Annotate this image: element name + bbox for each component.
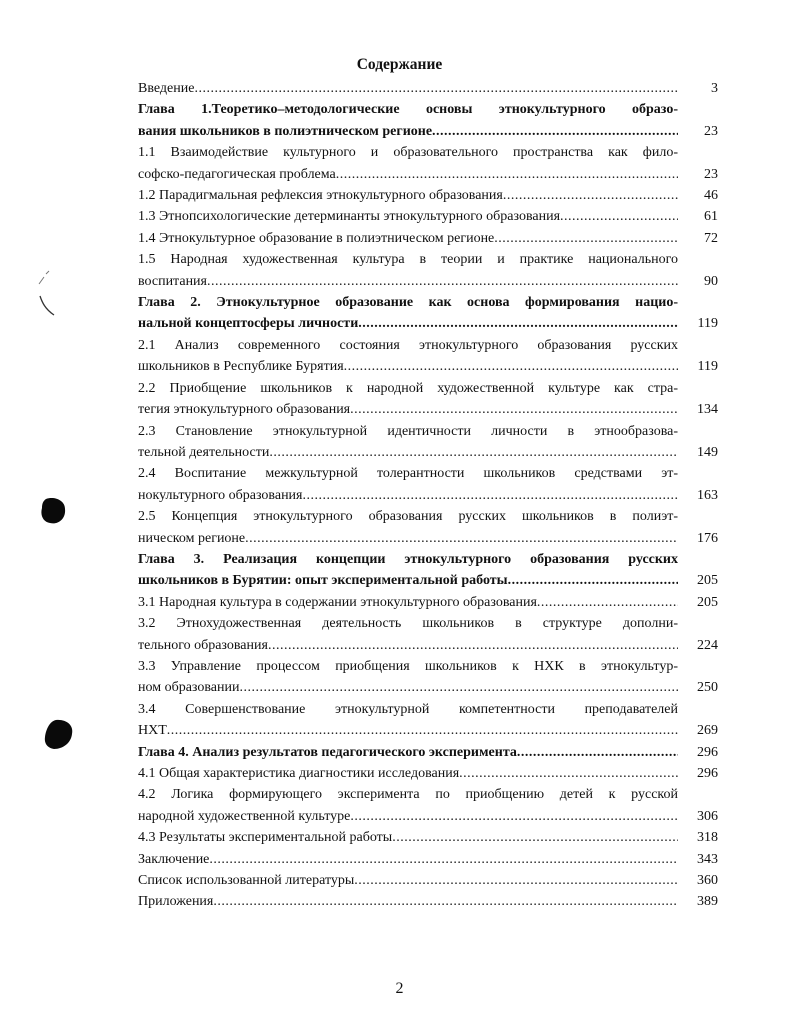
toc-entry-page: 306 [697, 808, 718, 824]
toc-entry [138, 849, 718, 870]
toc-entry [138, 506, 718, 549]
toc-entry-page: 176 [697, 530, 718, 546]
toc-entry [138, 549, 718, 592]
dot-leader [503, 185, 678, 206]
toc-entry [138, 592, 718, 613]
dot-leader [207, 271, 678, 292]
toc-entry-text: ническом регионе [138, 530, 246, 546]
toc-entry-text: Список использованной литературы [138, 873, 355, 889]
toc-entry-text: 4.2 Логика формирующего эксперимента по приобщению детей к русской [138, 787, 678, 803]
toc-entry-text: 4.1 Общая характеристика диагностики исследования [138, 766, 460, 781]
toc-entry-page: 343 [697, 851, 718, 867]
dot-leader [245, 528, 678, 549]
toc-entry-text: тельного образования [138, 637, 268, 653]
toc-entry-text: ном образовании [138, 680, 240, 696]
toc-entry-text: 1.4 Этнокультурное образование в полиэтническом регионе [138, 230, 495, 246]
scan-stroke-2 [36, 294, 58, 318]
toc-entry-page: 90 [704, 273, 718, 289]
toc-entry-text: 1.3 Этнопсихологические детерминанты этнокультурного образования [138, 209, 561, 225]
dot-leader [508, 570, 678, 591]
toc-entry-text: 3.4 Совершенствование этнокультурной компетентности преподавателей [138, 701, 678, 717]
dot-leader [494, 228, 678, 249]
toc-entry-page: 119 [697, 316, 718, 332]
toc-entry-text: тегия этнокультурного образования [138, 402, 351, 418]
toc-entry-text: софско-педагогическая проблема [138, 166, 336, 182]
toc-entry-text: Заключение [138, 851, 210, 867]
toc-entry-text: школьников в Бурятии: опыт экспериментальной работы [138, 573, 508, 589]
toc-entry-page: 269 [697, 723, 718, 739]
toc-entry-page: 149 [697, 444, 718, 460]
toc-entry-page: 318 [697, 830, 718, 846]
toc-entry [138, 99, 718, 142]
dot-leader [194, 78, 678, 99]
toc-entry-text: нальной концептосферы личности [138, 316, 359, 332]
scan-stroke-1 [36, 268, 56, 288]
toc-entry-text: Глава 2. Этнокультурное образование как основа формирования нацио- [138, 295, 678, 311]
toc-entry-page: 224 [697, 637, 718, 653]
toc-entry-text: 3.2 Этнохудожественная деятельность школьников в структуре дополни- [138, 616, 678, 632]
scan-blot-1 [38, 496, 68, 526]
dot-leader [459, 763, 678, 784]
toc-entry-text: нокультурного образования [138, 487, 303, 503]
toc-entry-text: школьников в Республике Бурятия [138, 359, 344, 375]
toc-entry-text: народной художественной культуре [138, 808, 351, 824]
page-number: 2 [395, 980, 404, 997]
toc-entry [138, 870, 718, 891]
toc-entry-text: 2.3 Становление этнокультурной идентичности личности в этнообразова- [138, 423, 678, 439]
toc-entry [138, 228, 718, 249]
toc-entry-text: тельной деятельности [138, 444, 270, 460]
toc-entry-text: 1.5 Народная художественная культура в теории и практике национального [138, 252, 678, 268]
toc-entry-page: 3 [711, 81, 718, 96]
toc-entry-page: 72 [704, 230, 718, 246]
toc-entry [138, 613, 718, 656]
toc-entry [138, 206, 718, 227]
toc-entry-page: 23 [704, 166, 718, 182]
toc-entry [138, 142, 718, 185]
scan-blot-2 [42, 718, 76, 752]
toc-entry-page: 205 [697, 594, 718, 610]
toc-entry-text: 4.3 Результаты экспериментальной работы [138, 830, 393, 846]
dot-leader [209, 849, 678, 870]
toc-entry [138, 656, 718, 699]
toc-entry [138, 699, 718, 742]
toc-entry-page: 119 [697, 359, 718, 375]
toc-entry [138, 784, 718, 827]
dot-leader [537, 592, 678, 613]
dot-leader [213, 891, 678, 912]
dot-leader [560, 206, 678, 227]
table-of-contents [138, 78, 718, 913]
toc-entry-text: 2.5 Концепция этнокультурного образования русских школьников в полиэт- [138, 509, 678, 525]
dot-leader [392, 827, 678, 848]
toc-entry-text: Глава 3. Реализация концепции этнокультурного образования русских [138, 551, 678, 567]
dot-leader [303, 485, 679, 506]
toc-entry-text: 3.1 Народная культура в содержании этнокультурного образования [138, 594, 537, 610]
page-title: Содержание [356, 56, 443, 73]
toc-entry [138, 335, 718, 378]
dot-leader [517, 742, 678, 763]
toc-entry [138, 78, 718, 99]
toc-entry-text: Приложения [138, 894, 214, 910]
toc-entry-page: 389 [697, 894, 718, 910]
toc-entry-page: 296 [697, 766, 718, 781]
toc-entry [138, 421, 718, 464]
dot-leader [336, 164, 678, 185]
dot-leader [240, 677, 679, 698]
toc-entry-page: 46 [704, 188, 718, 204]
toc-entry-text: 2.4 Воспитание межкультурной толерантности школьников средствами эт- [138, 466, 678, 482]
toc-entry-text: воспитания [138, 273, 207, 289]
dot-leader [167, 720, 678, 741]
toc-entry-text: 2.1 Анализ современного состояния этнокультурного образования русских [138, 337, 678, 353]
dot-leader [350, 399, 678, 420]
toc-entry-page: 205 [697, 573, 718, 589]
toc-entry-text: 2.2 Приобщение школьников к народной художественной культуре как стра- [138, 380, 678, 396]
toc-entry-page: 134 [697, 402, 718, 418]
toc-entry-page: 296 [697, 744, 718, 760]
dot-leader [344, 356, 678, 377]
dot-leader [354, 870, 678, 891]
toc-entry [138, 185, 718, 206]
toc-entry-text: вания школьников в полиэтническом регионе [138, 123, 433, 139]
toc-entry-text: Глава 4. Анализ результатов педагогического эксперимента [138, 744, 517, 760]
dot-leader [268, 635, 678, 656]
toc-entry [138, 249, 718, 292]
toc-entry [138, 891, 718, 912]
dot-leader [358, 313, 678, 334]
dot-leader [350, 806, 678, 827]
dot-leader [432, 121, 678, 142]
toc-entry-text: 1.1 Взаимодействие культурного и образовательного пространства как фило- [138, 145, 678, 161]
toc-entry [138, 742, 718, 763]
toc-entry [138, 463, 718, 506]
toc-entry-page: 23 [704, 123, 718, 139]
toc-entry-text: Глава 1.Теоретико–методологические основы этнокультурного образо- [138, 102, 678, 118]
dot-leader [269, 442, 678, 463]
toc-entry-text: 3.3 Управление процессом приобщения школьников к НХК в этнокультур- [138, 658, 678, 674]
toc-entry [138, 378, 718, 421]
toc-entry-page: 360 [697, 873, 718, 889]
toc-entry [138, 827, 718, 848]
toc-entry-text: 1.2 Парадигмальная рефлексия этнокультурного образования [138, 188, 503, 204]
toc-entry-page: 163 [697, 487, 718, 503]
toc-entry [138, 763, 718, 784]
toc-entry [138, 292, 718, 335]
toc-entry-page: 250 [697, 680, 718, 696]
toc-entry-text: Введение [138, 81, 195, 96]
toc-entry-text: НХТ [138, 723, 167, 739]
toc-entry-page: 61 [704, 209, 718, 225]
